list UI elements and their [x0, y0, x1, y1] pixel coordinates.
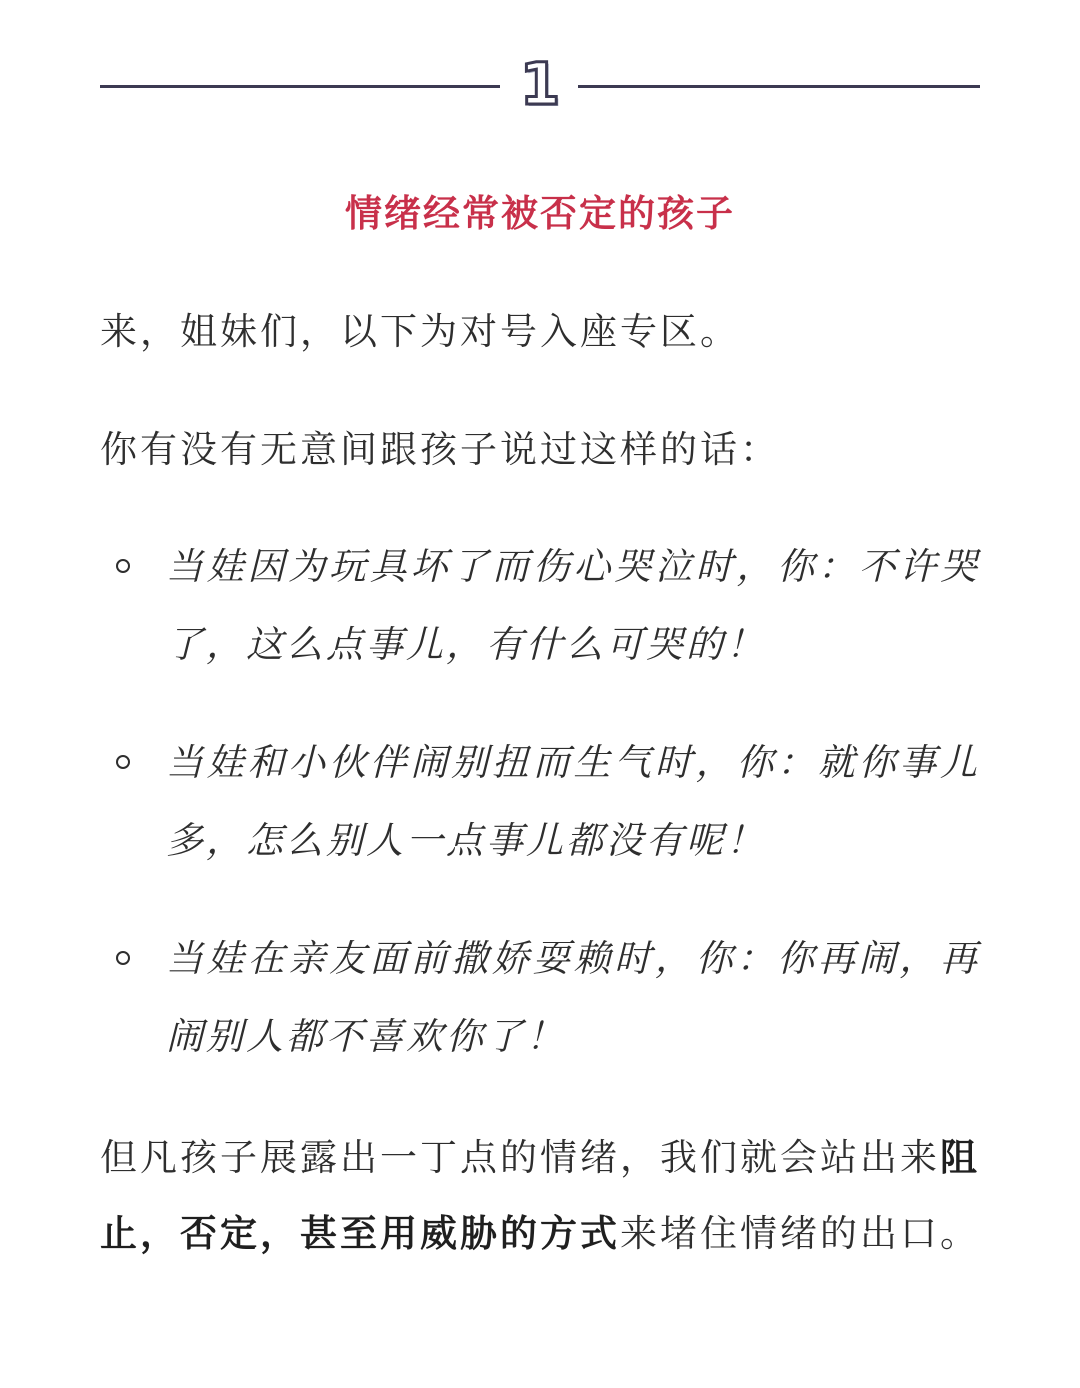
- circle-bullet-icon: [116, 755, 130, 769]
- divider-left: [100, 85, 500, 88]
- section-header: [100, 50, 980, 118]
- circle-bullet-icon: [116, 951, 130, 965]
- example-text: 当娃在亲友面前撒娇耍赖时，你：你再闹，再闹别人都不喜欢你了！: [166, 937, 980, 1058]
- conclusion-text-end: 来堵住情绪的出口。: [620, 1212, 980, 1255]
- conclusion-text-start: 但凡孩子展露出一丁点的情绪，我们就会站出来: [100, 1136, 940, 1179]
- section-number: 1: [519, 50, 561, 118]
- divider-right: [578, 85, 980, 88]
- list-item: [100, 724, 980, 880]
- example-list: [100, 528, 980, 1116]
- list-item: [100, 920, 980, 1076]
- example-text: 当娃因为玩具坏了而伤心哭泣时，你：不许哭了，这么点事儿，有什么可哭的！: [166, 545, 980, 666]
- list-item: [100, 528, 980, 684]
- circle-bullet-icon: [116, 559, 130, 573]
- intro-paragraph: 来，姐妹们，以下为对号入座专区。: [100, 310, 740, 353]
- example-text: 当娃和小伙伴闹别扭而生气时，你：就你事儿多，怎么别人一点事儿都没有呢！: [166, 741, 980, 862]
- question-paragraph: 你有没有无意间跟孩子说过这样的话：: [100, 428, 780, 471]
- conclusion-paragraph: [100, 1120, 980, 1272]
- conclusion-emphasis: 阻止，否定，甚至用威胁的方式: [100, 1136, 980, 1255]
- section-title: 情绪经常被否定的孩子: [345, 192, 735, 235]
